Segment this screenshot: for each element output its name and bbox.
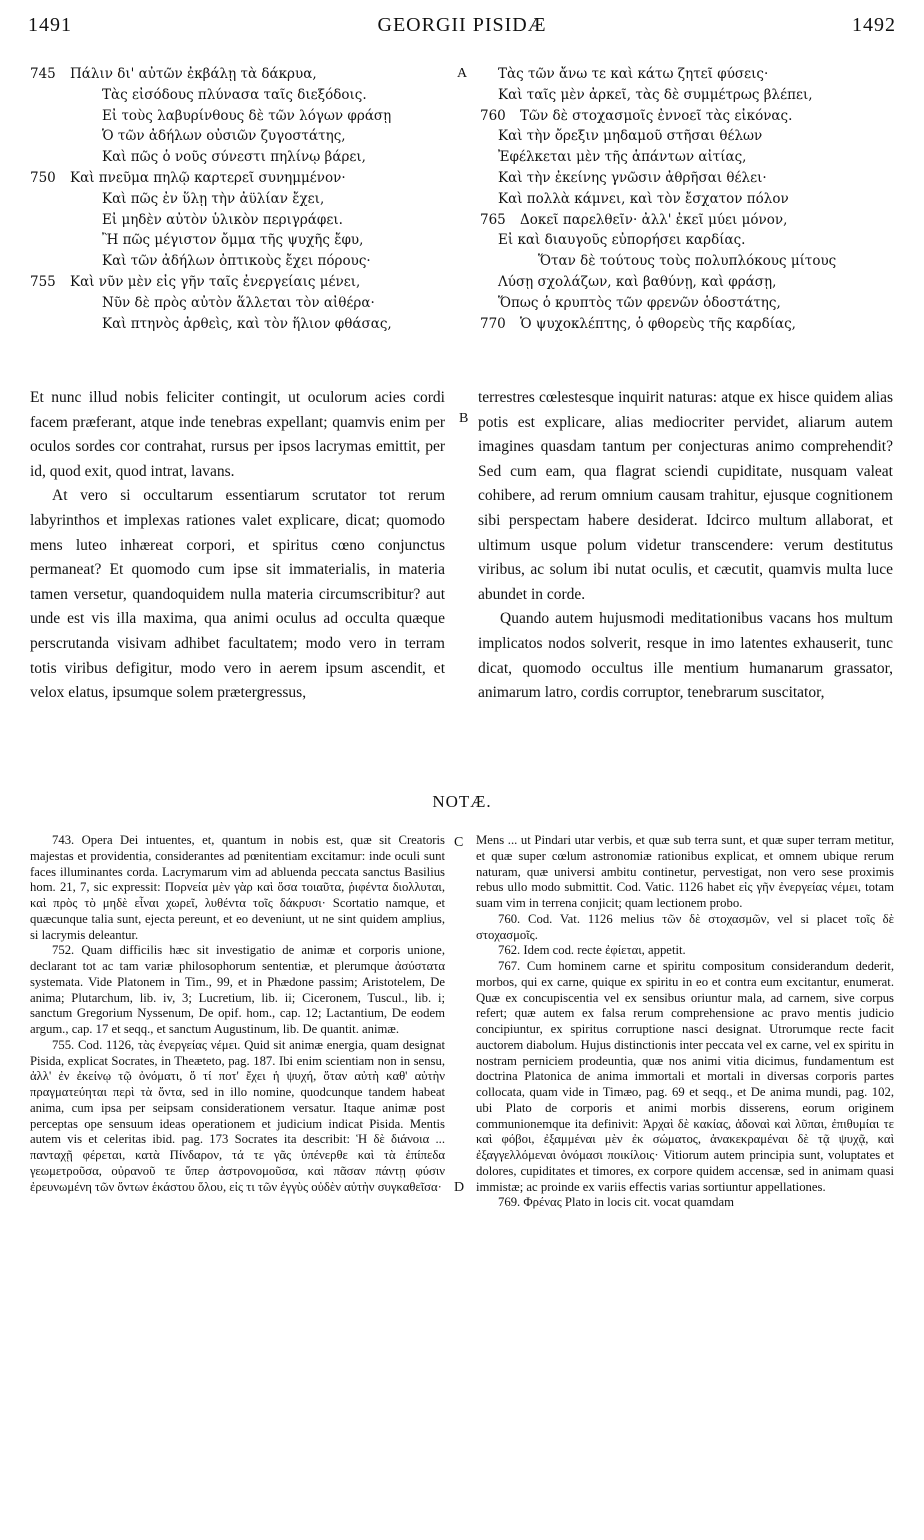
note-paragraph: 755. Cod. 1126, τὰς ἐνεργείας νέμει. Quid sit animæ energia, quam designat Pisida, explicat Socrates, in Theæteto, pag. 187. Ibi enim scientiam non in sensu, ἀλλ' ἐν ἐκείνῳ τῷ ὀνόματι, ὅ τί ποτ' ἔχει ἡ ψυχή, ὅταν αὐτὴ καθ' αὑτὴν πραγματεύηται περὶ τὰ ὄντα, sed in illo nomine, quodcunque tandem habeat anima, cum ipsa per seipsam considerationem versatur. Itaque animæ post perceptas ope sensuum ideas operationem et judicium indicat Pisida. Mentis autem vis et celeritas ibid. pag. 173 Socrates ita describit: Ἡ δὲ διάνοια ... πανταχῇ φέρεται, κατὰ Πίνδαρον, τά τε γᾶς ὑπένερθε καὶ τὰ ἐπίπεδα γεωμετροῦσα, οὐρανοῦ τε ὕπερ ἀστρονομοῦσα, καὶ πᾶσαν πάντῃ φύσιν ἐρευνωμένη τῶν ὄντων ἑκάστου ὅλου, εἰς τι τῶν ἐγγὺς οὐδὲν αὑτὴν συγκαθεῖσα· [30,1037,445,1194]
latin-paragraph: terrestres cœlestesque inquirit naturas: atque ex hisce quidem alias potis est explicare, alias mediocriter pervidet, aliarum autem imagines quasdam tantum per conjecturas animo comprehendit? Sed cum eam, qua flagrat sciendi cupiditate, nusquam valeat cohibere, ad rerum omnium causam trahitur, ejusque cognitionem sibi perspectam habere desiderat. Idcirco multum allaborat, et ultimum usque polum videtur transcendere: verum destitutus viribus, ac solum ibi nutat oculis, et cæcutit, quamvis multa luce abundet in corde. [478,389,893,603]
note-paragraph: 767. Cum hominem carne et spiritu compositum considerandum dederit, morbos, qui ex carne, quique ex spiritu in eo et contra eum excitantur, enumerat. Quæ ex concupiscentia vel ex sensibus oriuntur mala, ad carnem, sive corpus refert; quæ autem ex falsa rerum comprehensione ac pravo mentis judicio concipiuntur, ex spiritus corruptione nasci designat. Utrorumque recte facit auctorem diabolum. Hujus distinctionis inter peccata vel ex carne, vel ex spiritu in nostram perniciem prodeuntia, quæ nos animi vitia dicimus, fundamentum est doctrina Platonica de anima immortali et mortali in diversas corporis partes collocata, quam vide in Timæo, pag. 69 et seqq., et De anima mundi, pag. 102, ubi Plato de corporis et animi morbis disserens, eorum originem communionemque ita definivit: Ἀρχαὶ δὲ κακίας, ἁδοναὶ καὶ λῦπαι, ἐπιθυμίαι τε καὶ φόβοι, ἐξαμμέναι μὲν ἐκ σώματος, ἀνακεκραμέναι δὲ τᾷ ψυχᾷ, καὶ ἐξαγγελλόμεναι ὀνόμασι ποικίλοις· Vitiorum autem principia sunt, voluptates et dolores, cupiditates et timores, ex corpore quidem accensæ, sed in animam quasi immistæ; ac proinde ex variis effectis varias sortiuntur appellationes. [476,959,894,1194]
latin-paragraph: At vero si occultarum essentiarum scrutator tot rerum labyrinthos et implexas rationes valet explicare, dicat; quomodo mens luteo inhæreat corpori, et spiritus cœno conjunctus permaneat? Et quomodo cum ipse sit immaterialis, in materia tamen versetur, quandoquidem nulla materia circumscribitur? aut unde est vis illa maxima, qua animi oculus ad occulta quæque perscrutanda visivam adhibet facultatem; modo vero in terram totis viribus defigitur, modo vero in aerem ipsum ascendit, et velox elatus, ipsumque solem prætergressus, [30,487,445,702]
notes-left [30,833,445,1195]
margin-letter-d: D [454,1180,465,1195]
verse-line: Ὅταν δὲ τούτους τοὺς πολυπλόκους μίτους [538,253,837,270]
verse-line: Εἰ μηδὲν αὐτὸν ὑλικὸν περιγράφει. [102,211,343,228]
note-paragraph: 743. Opera Dei intuentes, et, quantum in nobis est, quæ sit Creatoris majestas et providentia, considerantes ad pœnitentiam excitamur: inde oculi sunt faces illuminantes corda. Lacrymarum vim ad abluenda peccata sanctus Basilius hom. 21, 7, sic expressit: Πορνεία μὲν γὰρ καὶ ὅσα τοιαῦτα, ῥιφέντα διολλυται, καὶ πρὸς τὸ μηδὲ εἶναι χωρεῖ, λυθέντα τοῖς δάκρυσι· Scortatio namque, et quæcunque talia sunt, ejecta pereunt, et eo deveniunt, ut ne sint quidem amplius, si lacrymis deleantur. [30,833,445,942]
greek-verses-right [480,64,900,334]
verse-line: Λύσῃ σχολάζων, καὶ βαθύνῃ, καὶ φράσῃ, [498,273,777,290]
verse-line: Καὶ ταῖς μὲν ἀρκεῖ, τὰς δὲ συμμέτρως βλέπει, [498,86,813,103]
note-paragraph: 769. Φρένας Plato in locis cit. vocat quamdam [498,1195,735,1210]
notes-heading: NOTÆ. [432,792,492,811]
margin-letter-c: C [454,835,464,850]
note-paragraph: 760. Cod. Vat. 1126 melius τῶν δὲ στοχασμῶν, vel si placet τοῖς δὲ στοχασμοῖς. [476,911,894,942]
verse-line: 760 Τῶν δὲ στοχασμοῖς ἐννοεῖ τὰς εἰκόνας. [480,107,793,124]
verse-line: Νῦν δὲ πρὸς αὐτὸν ἅλλεται τὸν αἰθέρα· [102,294,375,311]
verse-line: Ἢ πῶς μέγιστον ὄμμα τῆς ψυχῆς ἔφυ, [102,232,364,249]
column-number-left: 1491 [28,14,72,36]
greek-verses-left [30,64,450,334]
note-paragraph: 762. Idem cod. recte ἐφίεται, appetit. [498,943,686,958]
verse-line: Καὶ τὴν ἐκείνης γνῶσιν ἀθρῆσαι θέλει· [498,169,767,186]
latin-translation-right [478,386,893,706]
verse-line: 770 Ὁ ψυχοκλέπτης, ὁ φθορεὺς τῆς καρδίας, [480,315,796,332]
verse-line: Καὶ τὴν ὄρεξιν μηδαμοῦ στῆσαι θέλων [498,128,763,145]
verse-line: 750 Καὶ πνεῦμα πηλῷ καρτερεῖ συνημμένον· [30,169,346,186]
note-paragraph: 752. Quam difficilis hæc sit investigatio de animæ et corporis unione, declarant tot ac tam variæ philosophorum sententiæ, et plerumque ἀσύστατα systemata. Vide Platonem in Tim., 99, et in Phædone passim; Aristotelem, De anima; Plutarchum, lib. iv, 3; Lucretium, lib. ii; Ciceronem, Tuscul., lib. i; sanctum Gregorium Nyssenum, De opif. hom., cap. 12; Lactantium, De eodem argum., cap. 17 et seqq., et sanctum Augustinum, lib. De quantit. animæ. [30,943,445,1036]
verse-line: 765 Δοκεῖ παρελθεῖν· ἀλλ' ἐκεῖ μύει μόνον, [480,211,788,228]
verse-line: Καὶ πολλὰ κάμνει, καὶ τὸν ἔσχατον πόλον [498,190,789,207]
verse-line: Ὅπως ὁ κρυπτὸς τῶν φρενῶν ὁδοστάτης, [498,294,781,311]
verse-line: Τὰς τῶν ἄνω τε καὶ κάτω ζητεῖ φύσεις· [498,66,769,82]
latin-paragraph: Et nunc illud nobis feliciter contingit, ut oculorum acies cordi facem præferant, atque inde tenebras expellant; quamvis enim per oculos sordes cor contrahat, rursus per ipsos lacrymas emittit, per id, quod exit, quod intrat, lavans. [30,389,445,480]
verse-line: Καὶ τῶν ἀδήλων ὀπτικοὺς ἔχει πόρους· [102,253,371,270]
verse-line: Καὶ πτηνὸς ἀρθεὶς, καὶ τὸν ἥλιον φθάσας, [102,315,392,332]
verse-line: Ἐφέλκεται μὲν τῆς ἁπάντων αἰτίας, [498,149,747,166]
verse-line: Καὶ πῶς ὁ νοῦς σύνεστι πηλίνῳ βάρει, [102,149,366,166]
latin-paragraph: Quando autem hujusmodi meditationibus vacans hos multum implicatos nodos solverit, resque in imo latentes exhauserit, tunc dicat, quomodo occultus ille mentium humanarum grassator, animarum latro, cordis corruptor, tenebrarum suscitator, [478,610,893,702]
latin-translation-left [30,386,445,706]
notes-right [476,833,894,1211]
column-number-right: 1492 [852,14,896,36]
verse-line: Καὶ πῶς ἐν ὕλῃ τὴν ἀϋλίαν ἔχει, [102,190,325,207]
margin-letter-a: A [457,66,468,81]
verse-line: Ὁ τῶν ἀδήλων οὐσιῶν ζυγοστάτης, [102,128,346,145]
verse-line: Τὰς εἰσόδους πλύνασα ταῖς διεξόδοις. [102,86,367,103]
margin-letter-b: B [459,411,469,426]
verse-line: Εἰ καὶ διαυγοῦς εὐπορήσει καρδίας. [498,232,746,249]
verse-line: 745 Πάλιν δι' αὐτῶν ἐκβάλῃ τὰ δάκρυα, [30,66,317,82]
note-paragraph: Mens ... ut Pindari utar verbis, et quæ sub terra sunt, et quæ super terram metitur, et quæ super cœlum astronomiæ rationibus explicat, et omnem ubique rerum naturam, quæ universi ambitu continetur, pervestigat, non vero sese proximis rebus ullo modo submittit. Cod. Vatic. 1126 habet εἰς γῆν ἐνεργείας νέμει, totam suam vim in terrena conjicit; quam lectionem probo. [476,833,894,910]
running-title: GEORGII PISIDÆ [377,14,547,36]
verse-line: 755 Καὶ νῦν μὲν εἰς γῆν ταῖς ἐνεργείαις μένει, [30,273,361,290]
verse-line: Εἰ τοὺς λαβυρίνθους δὲ τῶν λόγων φράσῃ [102,107,392,124]
